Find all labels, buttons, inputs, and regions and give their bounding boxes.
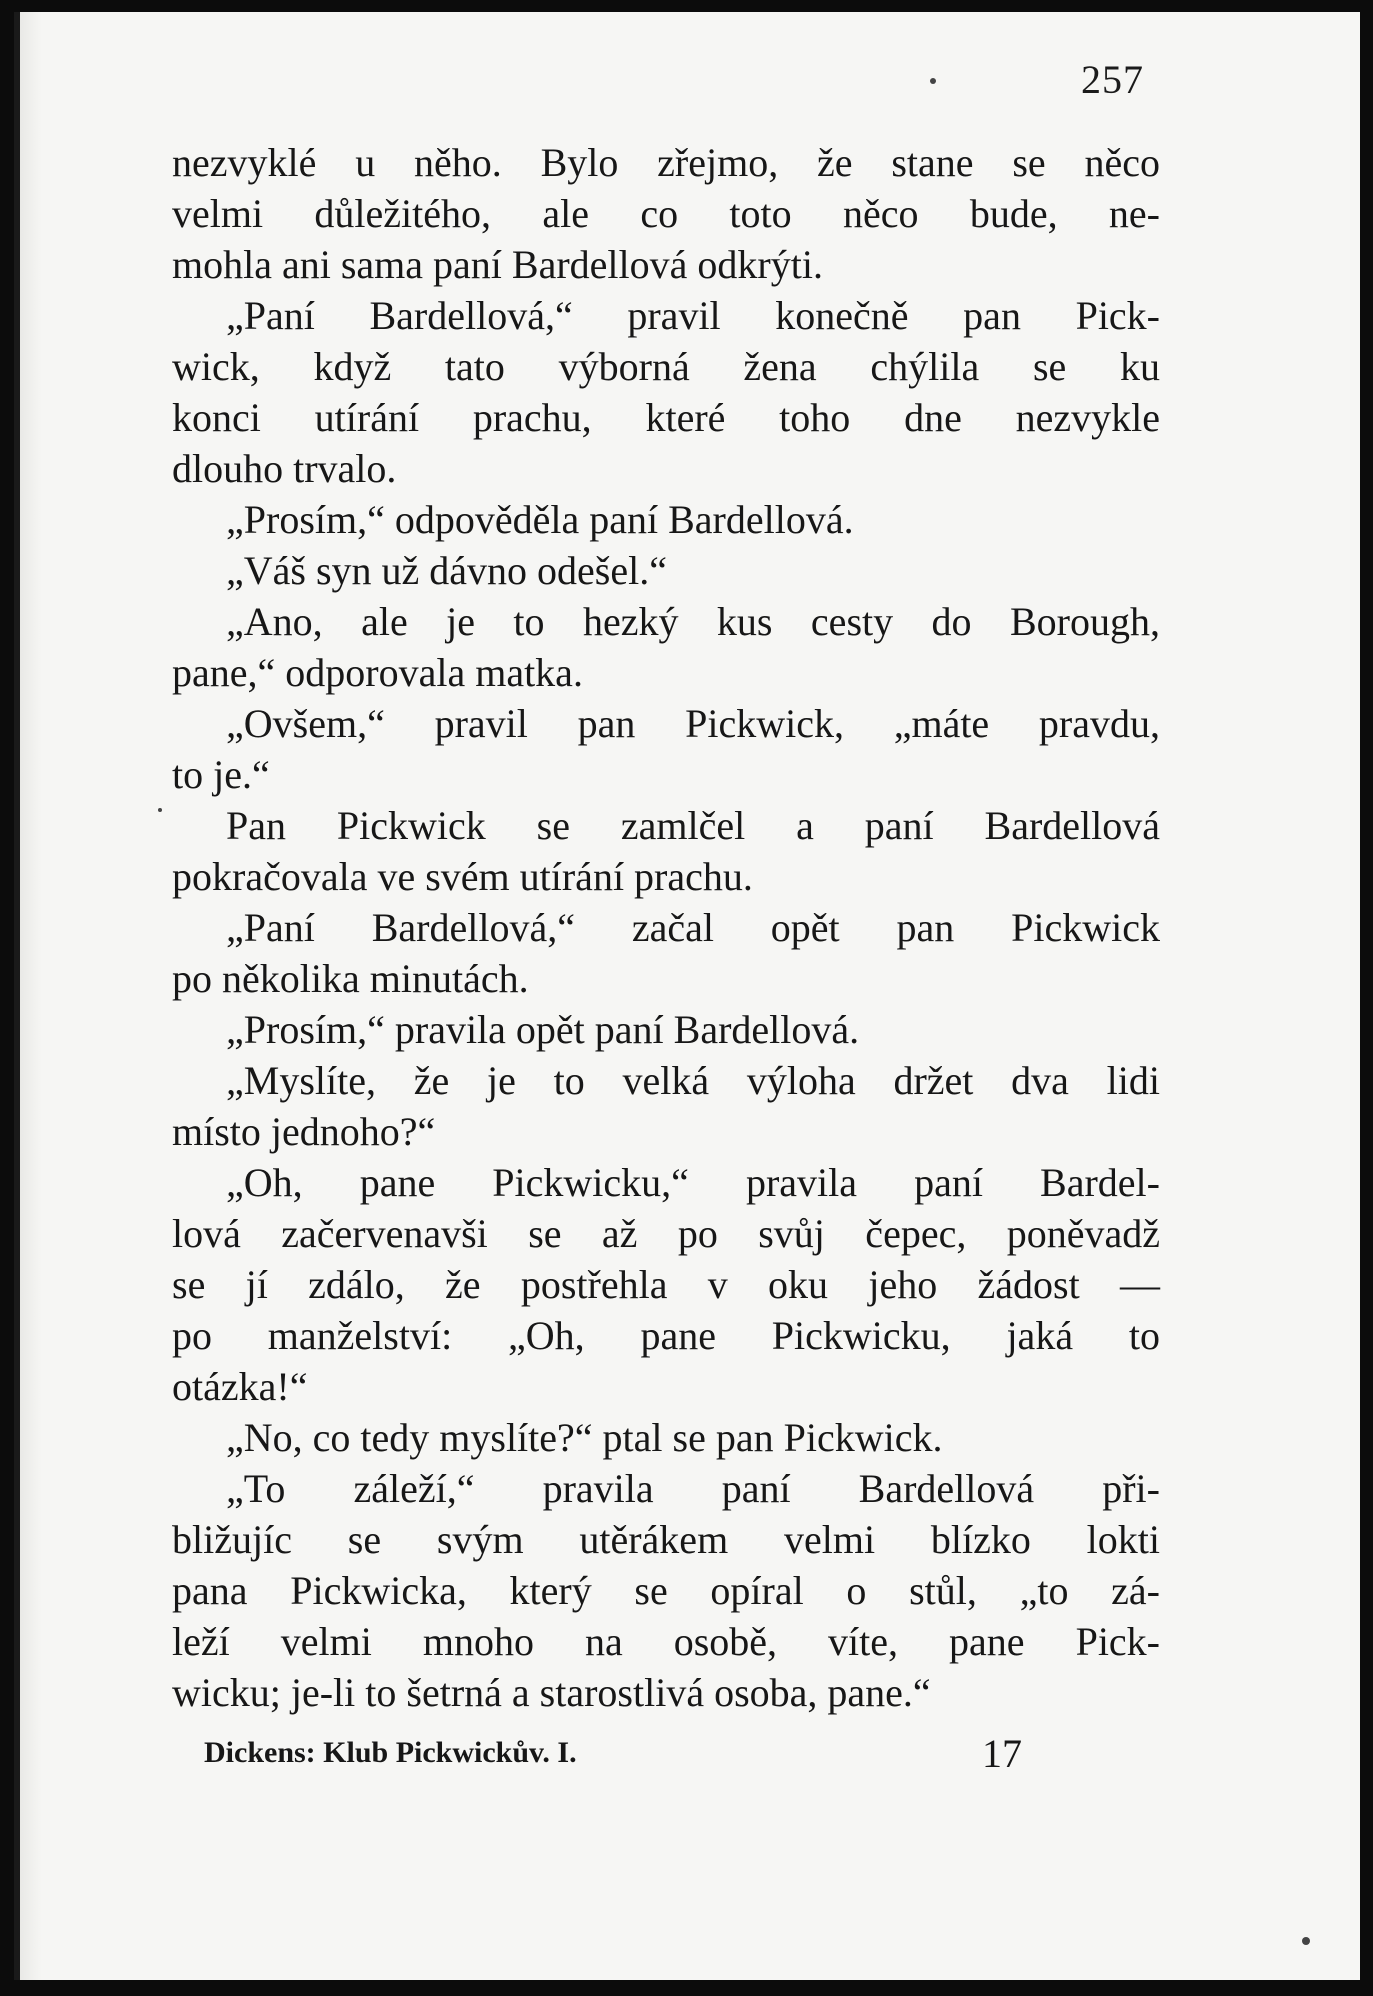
text-line: „No, co tedy myslíte?“ ptal se pan Pickwick.: [226, 1415, 943, 1460]
text-line: „Paní Bardellová,“ začal opět pan Pickwick: [226, 905, 1160, 950]
paragraph: [172, 1412, 1160, 1463]
ink-speck: [930, 78, 936, 84]
text-line: otázka!“: [172, 1364, 308, 1409]
text-line: pokračovala ve svém utírání prachu.: [172, 854, 753, 899]
paragraph: [172, 698, 1160, 800]
paragraph: [172, 1157, 1160, 1412]
text-line: „Myslíte, že je to velká výloha držet dva lidi: [226, 1058, 1160, 1103]
paragraph: [172, 1055, 1160, 1157]
text-line: se jí zdálo, že postřehla v oku jeho žádost —: [172, 1262, 1160, 1307]
paragraph: [172, 902, 1160, 1004]
text-line: po několika minutách.: [172, 956, 529, 1001]
text-line: bližujíc se svým utěrákem velmi blízko lokti: [172, 1517, 1160, 1562]
text-line: „Ano, ale je to hezký kus cesty do Borough,: [226, 599, 1160, 644]
text-line: po manželství: „Oh, pane Pickwicku, jaká to: [172, 1313, 1160, 1358]
page-number: 257: [1081, 57, 1144, 102]
body-text: [172, 137, 1160, 1718]
paragraph: [172, 1004, 1160, 1055]
text-line: wicku; je-li to šetrná a starostlivá osoba, pane.“: [172, 1670, 931, 1715]
book-page: [14, 12, 1360, 1980]
text-line: konci utírání prachu, které toho dne nezvykle: [172, 395, 1160, 440]
text-line: dlouho trvalo.: [172, 446, 397, 491]
text-line: „Paní Bardellová,“ pravil konečně pan Pick-: [226, 293, 1160, 338]
text-line: „Ovšem,“ pravil pan Pickwick, „máte pravdu,: [226, 701, 1160, 746]
text-line: „To záleží,“ pravila paní Bardellová při-: [226, 1466, 1160, 1511]
sheet-number: 17: [982, 1731, 1022, 1776]
ink-speck: [158, 808, 162, 812]
text-line: „Váš syn už dávno odešel.“: [226, 548, 667, 593]
paragraph: [172, 1463, 1160, 1718]
paragraph: [172, 545, 1160, 596]
text-line: nezvyklé u něho. Bylo zřejmo, že stane se něco: [172, 140, 1160, 185]
paragraph: [172, 494, 1160, 545]
book-binding-edge: [14, 12, 42, 1980]
text-line: leží velmi mnoho na osobě, víte, pane Pick-: [172, 1619, 1160, 1664]
paragraph: [172, 800, 1160, 902]
text-line: „Oh, pane Pickwicku,“ pravila paní Bardel-: [226, 1160, 1160, 1205]
text-line: „Prosím,“ pravila opět paní Bardellová.: [226, 1007, 860, 1052]
sheet-signature: Dickens: Klub Pickwickův. I.: [204, 1736, 577, 1769]
text-line: mohla ani sama paní Bardellová odkrýti.: [172, 242, 823, 287]
text-line: wick, když tato výborná žena chýlila se ku: [172, 344, 1160, 389]
text-line: velmi důležitého, ale co toto něco bude, ne-: [172, 191, 1160, 236]
text-line: Pan Pickwick se zamlčel a paní Bardellová: [226, 803, 1160, 848]
text-line: místo jednoho?“: [172, 1109, 436, 1154]
ink-speck: [1302, 1937, 1310, 1945]
text-line: „Prosím,“ odpověděla paní Bardellová.: [226, 497, 854, 542]
paragraph: [172, 137, 1160, 290]
paragraph: [172, 596, 1160, 698]
text-line: pane,“ odporovala matka.: [172, 650, 583, 695]
text-line: lová začervenavši se až po svůj čepec, poněvadž: [172, 1211, 1160, 1256]
paragraph: [172, 290, 1160, 494]
text-line: pana Pickwicka, který se opíral o stůl, „to zá-: [172, 1568, 1160, 1613]
text-line: to je.“: [172, 752, 270, 797]
